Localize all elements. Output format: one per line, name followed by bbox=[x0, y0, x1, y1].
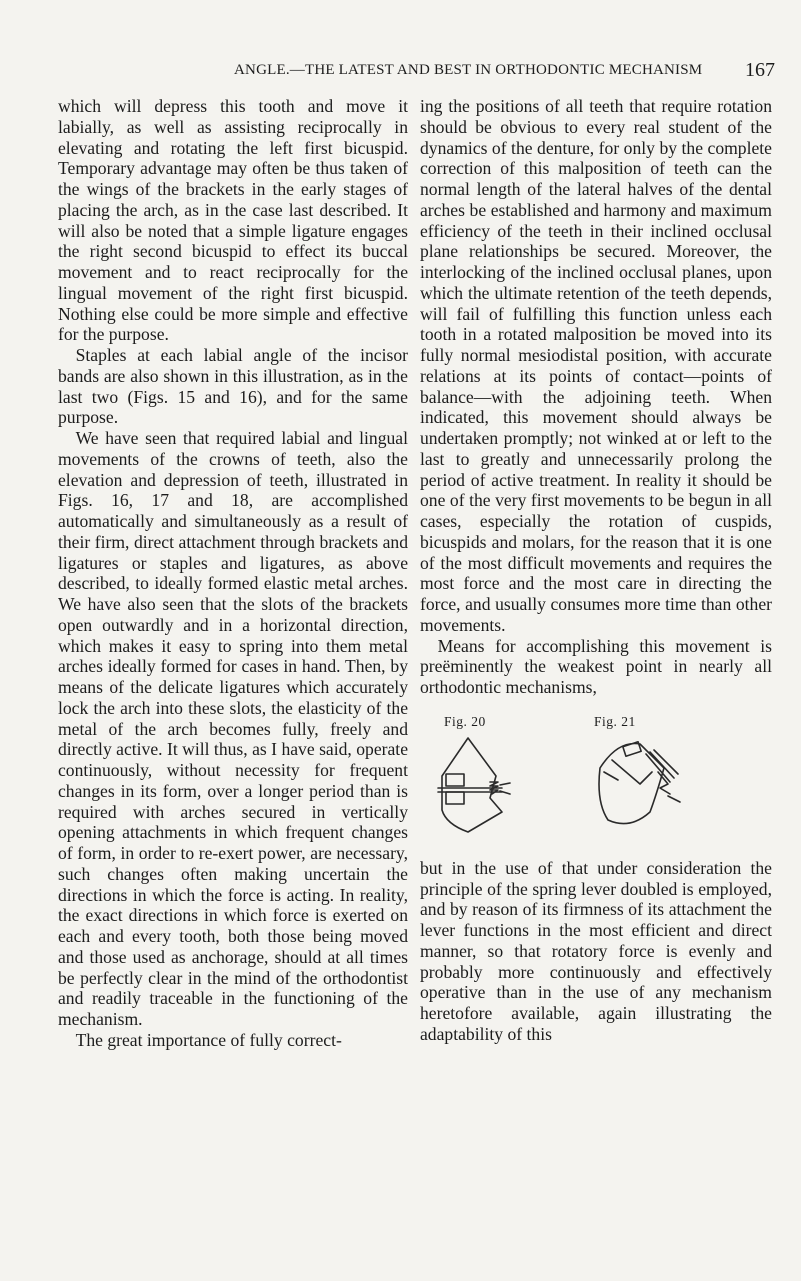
paragraph: ing the positions of all teeth that require rotation should be obvious to every real student of the dynamics of the denture, for only by the complete correction of this malposition of teeth can the normal length of the lateral halves of the dental arches be established and harmony and maximum efficiency of the teeth in their inclined occlusal plane relationships be secured. Moreover, the interlocking of the inclined occlusal planes, upon which the ultimate retention of the teeth depends, will fail of fulfilling this function unless each tooth in a rotated malposition be moved into its fully normal mesiodistal position, with accurate relations at its points of contact—points of balance—with the adjoining teeth. When indicated, this movement should always be undertaken promptly; not winked at or left to the last to greatly and unnecessarily prolong the period of active treatment. In reality it should be one of the very first movements to be begun in all cases, especially the rotation of cuspids, bicuspids and molars, for the reason that it is one of the most difficult movements and requires the most force and the most care in directing the force, and usually consumes more time than other movements. bbox=[420, 96, 772, 635]
page-number: 167 bbox=[745, 59, 775, 81]
paragraph: We have seen that required labial and lingual movements of the crowns of teeth, also the elevation and depression of teeth, illustrated in Figs. 16, 17 and 18, are accomplished automatically and simultaneously as a result of their firm, direct attachment through brackets and ligatures or staples and ligatures, as above described, to ideally formed elastic metal arches. We have also seen that the slots of the brackets open outwardly and in a horizontal direction, which makes it easy to spring into them metal arches ideally formed for cases in hand. Then, by means of the delicate ligatures which accurately lock the arch into these slots, the elasticity of the metal of the arch becomes fully, freely and directly active. It will thus, as I have said, operate continuously, without necessity for frequent changes in its form, over a longer period than is required with arches secured in vertically opening attachments in which frequent changes of form, in order to re-exert power, are necessary, such changes often making uncertain the directions in which the force is acting. In reality, the exact directions in which force is exerted on each and every tooth, both those being moved and those used as anchorage, should at all times be perfectly clear in the mind of the orthodontist and readily traceable in the functioning of the mechanism. bbox=[58, 428, 408, 1029]
paragraph: which will depress this tooth and move it labially, as well as assisting reciprocally in elevating and rotating the left first bicuspid. Temporary advantage may often be thus taken of the wings of the brackets in the early stages of placing the arch, as in the case last described. It will also be noted that a simple ligature engages the right second bicuspid to effect its buccal movement and to react reciprocally for the lingual movement of the right first bicuspid. Nothing else could be more simple and effective for the purpose. bbox=[58, 96, 408, 345]
fig-20-label: Fig. 20 bbox=[444, 713, 486, 729]
running-head: ANGLE.—THE LATEST AND BEST IN ORTHODONTIC MECHANISM bbox=[234, 62, 703, 78]
right-column bbox=[420, 96, 772, 1045]
paragraph: Means for accomplishing this movement is preëminently the weakest point in nearly all orthodontic mechanisms, bbox=[420, 635, 772, 697]
fig-20-illustration bbox=[430, 732, 540, 844]
fig-21-label: Fig. 21 bbox=[594, 713, 636, 729]
paragraph: The great importance of fully correct- bbox=[75, 1029, 342, 1050]
page-header bbox=[0, 59, 801, 84]
paragraph: Staples at each labial angle of the incisor bands are also shown in this illustration, as in the last two (Figs. 15 and 16), and for the same purpose. bbox=[58, 345, 408, 428]
fig-20-bracket-upper bbox=[446, 774, 464, 786]
figures-block bbox=[420, 712, 772, 846]
left-column bbox=[58, 96, 408, 1051]
fig-21-bracket bbox=[623, 742, 641, 756]
fig-21-illustration bbox=[560, 732, 690, 844]
paragraph: but in the use of that under consideration the principle of the spring lever doubled is employed, and by reason of its firmness of its attachment the lever functions in the most efficient and direct manner, so that rotatory force is evenly and probably more continuously and effectively operative than in the use of any mechanism heretofore available, again illustrating the adaptability of this bbox=[420, 857, 772, 1044]
fig-20-bracket-lower bbox=[446, 792, 464, 804]
